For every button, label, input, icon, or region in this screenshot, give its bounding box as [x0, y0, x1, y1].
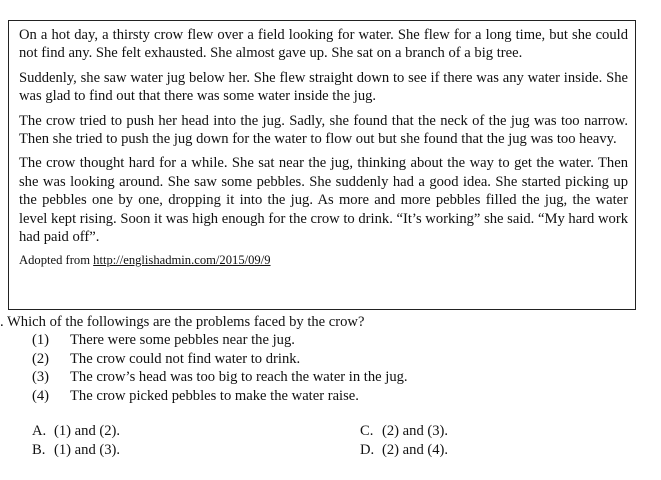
statement-item [32, 331, 408, 350]
statement-number: (3) [32, 369, 50, 385]
choice-a[interactable] [32, 422, 120, 441]
statement-number: (2) [32, 350, 50, 367]
passage-paragraph-3: The crow tried to push her head into the jug. Sadly, she found that the neck of the jug was too narrow. Then she tried to push the jug down for the water to flow out but she found that the jug was too heavy. [19, 112, 628, 148]
statement-item [32, 387, 408, 406]
question-text: . Which of the followings are the problems faced by the crow? [0, 314, 365, 330]
passage-paragraph-2: Suddenly, she saw water jug below her. She flew straight down to see if there was any water inside. She was glad to find out that there was some water inside the jug. [19, 69, 628, 105]
source-citation [19, 252, 628, 268]
statement-text: The crow picked pebbles to make the water raise. [70, 387, 359, 404]
statement-list [32, 331, 408, 405]
choice-text: (2) and (3). [382, 423, 449, 439]
source-label: Adopted from [19, 253, 90, 268]
passage-paragraph-4: The crow thought hard for a while. She sat near the jug, thinking about the way to get the water. Then she was looking around. She saw some pebbles. She suddenly had a good idea. She started picking up the pebbles one by one, dropping it into the jug. As more and more pebbles filled the jug, the water level kept rising. Soon it was high enough for the crow to drink. “It’s working” she said. “My hard work had paid off”. [19, 155, 628, 246]
choice-d[interactable] [360, 441, 448, 460]
choice-letter: B. [32, 442, 46, 458]
choice-text: (2) and (4). [382, 442, 449, 458]
choice-text: (1) and (3). [54, 442, 121, 458]
answer-choices [32, 422, 552, 462]
statement-text: The crow’s head was too big to reach the water in the jug. [70, 369, 408, 385]
passage-box [8, 20, 636, 310]
choice-text: (1) and (2). [54, 423, 121, 439]
passage-paragraph-1: On a hot day, a thirsty crow flew over a field looking for water. She flew for a long time, but she could not find any. She felt exhausted. She almost gave up. She sat on a branch of a big tree. [19, 27, 628, 62]
choice-letter: A. [32, 423, 47, 439]
choice-b[interactable] [32, 441, 120, 460]
statement-item [32, 350, 408, 369]
source-link[interactable]: http://englishadmin.com/2015/09/9 [93, 253, 271, 268]
statement-item [32, 368, 408, 387]
choice-letter: D. [360, 442, 375, 458]
choice-c[interactable] [360, 422, 448, 441]
statement-number: (1) [32, 332, 50, 348]
statement-text: There were some pebbles near the jug. [70, 332, 295, 348]
statement-text: The crow could not find water to drink. [70, 350, 301, 367]
statement-number: (4) [32, 387, 50, 404]
choice-letter: C. [360, 423, 374, 439]
